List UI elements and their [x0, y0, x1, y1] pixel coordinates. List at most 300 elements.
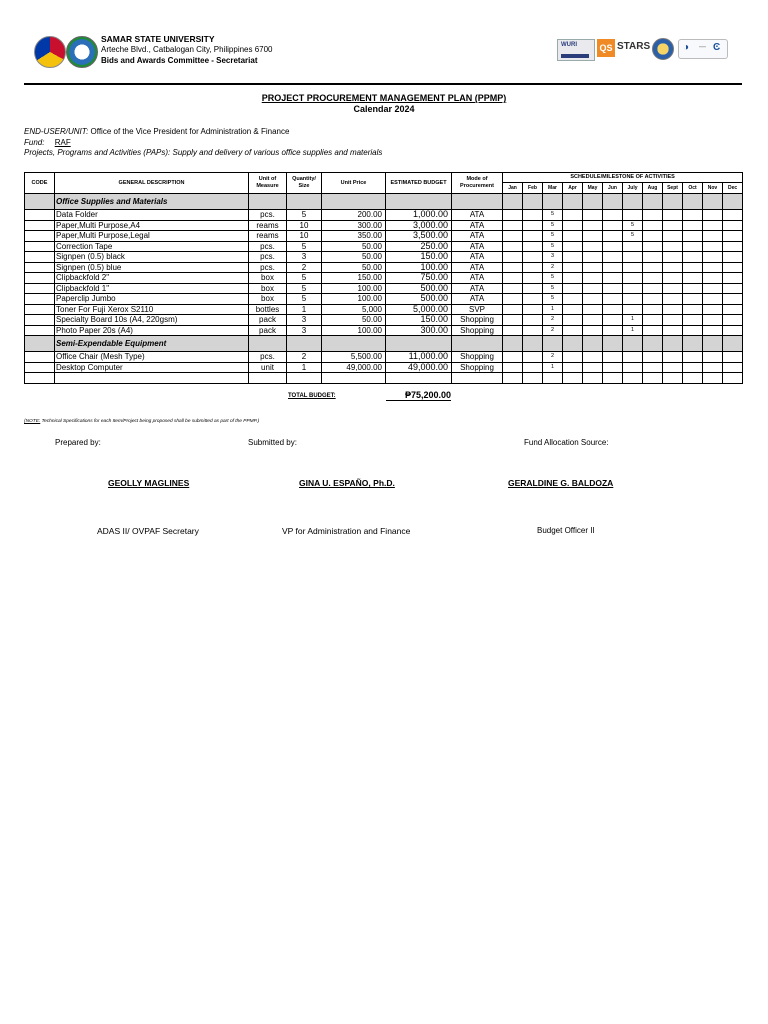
item-unit: reams	[249, 231, 287, 242]
code-cell	[25, 241, 55, 252]
schedule-cell	[663, 220, 683, 231]
schedule-cell	[663, 325, 683, 336]
schedule-cell	[503, 283, 523, 294]
schedule-cell	[663, 283, 683, 294]
paps-line	[24, 148, 382, 157]
submitted-by-name: GINA U. ESPAÑO, Ph.D.	[299, 478, 395, 488]
bagong-pilipinas-logo	[34, 36, 66, 68]
empty-cell	[452, 194, 503, 210]
item-budget: 300.00	[386, 325, 452, 336]
schedule-cell	[563, 241, 583, 252]
stars-label: STARS	[617, 41, 651, 52]
schedule-cell	[643, 241, 663, 252]
schedule-cell	[623, 362, 643, 373]
item-unit-price: 5,500.00	[322, 352, 386, 363]
item-budget: 750.00	[386, 273, 452, 284]
item-description: Signpen (0.5) black	[55, 252, 249, 263]
end-user-value: Office of the Vice President for Administration & Finance	[90, 127, 290, 136]
empty-cell	[55, 373, 249, 384]
empty-cell	[723, 373, 743, 384]
schedule-cell	[503, 252, 523, 263]
item-quantity: 1	[287, 362, 322, 373]
empty-cell	[663, 336, 683, 352]
schedule-cell	[503, 325, 523, 336]
schedule-cell	[723, 315, 743, 326]
item-description: Clipbackfold 2"	[55, 273, 249, 284]
schedule-cell	[523, 283, 543, 294]
schedule-cell	[603, 325, 623, 336]
item-unit-price: 350.00	[322, 231, 386, 242]
schedule-cell	[703, 304, 723, 315]
item-budget: 5,000.00	[386, 304, 452, 315]
schedule-cell	[603, 262, 623, 273]
empty-cell	[287, 336, 322, 352]
schedule-cell	[723, 262, 743, 273]
university-name: SAMAR STATE UNIVERSITY	[101, 34, 215, 44]
schedule-cell	[603, 210, 623, 221]
schedule-cell	[663, 241, 683, 252]
schedule-cell	[643, 362, 663, 373]
item-mode: ATA	[452, 294, 503, 305]
schedule-cell	[643, 294, 663, 305]
item-description: Desktop Computer	[55, 362, 249, 373]
schedule-cell	[563, 315, 583, 326]
schedule-cell	[703, 241, 723, 252]
fund-source-name: GERALDINE G. BALDOZA	[508, 478, 614, 488]
schedule-cell	[523, 252, 543, 263]
schedule-cell: 1	[543, 362, 563, 373]
schedule-cell	[643, 220, 663, 231]
item-mode: ATA	[452, 241, 503, 252]
schedule-cell: 5	[623, 220, 643, 231]
accreditation-seal-icon	[652, 38, 674, 60]
empty-cell	[386, 194, 452, 210]
item-mode: Shopping	[452, 362, 503, 373]
schedule-cell	[663, 231, 683, 242]
office-name: Bids and Awards Committee - Secretariat	[101, 56, 258, 65]
schedule-cell	[703, 231, 723, 242]
item-unit: pcs.	[249, 252, 287, 263]
schedule-cell	[563, 325, 583, 336]
schedule-cell	[563, 283, 583, 294]
item-description: Correction Tape	[55, 241, 249, 252]
schedule-cell	[623, 241, 643, 252]
schedule-cell	[643, 352, 663, 363]
empty-cell	[723, 194, 743, 210]
item-description: Photo Paper 20s (A4)	[55, 325, 249, 336]
schedule-cell	[583, 352, 603, 363]
schedule-cell	[623, 262, 643, 273]
item-mode: Shopping	[452, 325, 503, 336]
schedule-cell	[723, 252, 743, 263]
schedule-cell	[503, 352, 523, 363]
item-quantity: 3	[287, 252, 322, 263]
schedule-cell	[523, 352, 543, 363]
schedule-cell	[623, 352, 643, 363]
schedule-cell	[703, 362, 723, 373]
item-budget: 150.00	[386, 315, 452, 326]
prepared-by-position: ADAS II/ OVPAF Secretary	[97, 526, 199, 536]
schedule-cell	[683, 325, 703, 336]
empty-cell	[543, 336, 563, 352]
schedule-cell	[703, 252, 723, 263]
fund-source-position: Budget Officer II	[537, 526, 595, 535]
empty-cell	[322, 336, 386, 352]
month-header: Oct	[683, 183, 703, 194]
empty-cell	[623, 373, 643, 384]
schedule-cell	[603, 231, 623, 242]
fund-source-label: Fund Allocation Source:	[524, 438, 609, 447]
schedule-cell	[603, 273, 623, 284]
month-header: Sept	[663, 183, 683, 194]
empty-cell	[452, 336, 503, 352]
wurs-badge	[557, 39, 595, 61]
item-description: Paper,Multi Purpose,Legal	[55, 231, 249, 242]
code-cell	[25, 336, 55, 352]
schedule-cell	[523, 315, 543, 326]
schedule-cell	[703, 352, 723, 363]
item-unit: unit	[249, 362, 287, 373]
code-cell	[25, 220, 55, 231]
total-budget-label: TOTAL BUDGET:	[288, 393, 336, 399]
schedule-cell: 2	[543, 262, 563, 273]
wurs-label: WURI	[561, 42, 577, 48]
empty-cell	[603, 373, 623, 384]
empty-cell	[643, 373, 663, 384]
schedule-cell	[563, 231, 583, 242]
schedule-cell	[563, 252, 583, 263]
empty-cell	[643, 194, 663, 210]
item-quantity: 1	[287, 304, 322, 315]
schedule-cell	[703, 315, 723, 326]
empty-cell	[543, 194, 563, 210]
code-cell	[25, 283, 55, 294]
schedule-cell: 2	[543, 325, 563, 336]
schedule-cell	[503, 220, 523, 231]
code-cell	[25, 352, 55, 363]
schedule-cell	[723, 283, 743, 294]
schedule-cell: 5	[623, 231, 643, 242]
schedule-cell	[583, 241, 603, 252]
schedule-cell	[603, 315, 623, 326]
item-description: Signpen (0.5) blue	[55, 262, 249, 273]
schedule-cell	[583, 231, 603, 242]
empty-cell	[322, 194, 386, 210]
code-cell	[25, 315, 55, 326]
empty-cell	[563, 194, 583, 210]
schedule-cell	[603, 352, 623, 363]
col-quantity: Quantity/ Size	[287, 173, 322, 194]
schedule-cell	[603, 362, 623, 373]
item-budget: 500.00	[386, 283, 452, 294]
schedule-cell	[563, 210, 583, 221]
schedule-cell	[663, 304, 683, 315]
schedule-cell	[643, 273, 663, 284]
schedule-cell	[623, 304, 643, 315]
item-budget: 3,000.00	[386, 220, 452, 231]
item-description: Paperclip Jumbo	[55, 294, 249, 305]
item-quantity: 5	[287, 294, 322, 305]
section-row	[25, 194, 743, 210]
item-quantity: 3	[287, 315, 322, 326]
schedule-cell	[623, 210, 643, 221]
schedule-cell	[683, 294, 703, 305]
month-header: Feb	[523, 183, 543, 194]
schedule-cell	[723, 231, 743, 242]
schedule-cell	[503, 315, 523, 326]
code-cell	[25, 252, 55, 263]
code-cell	[25, 325, 55, 336]
schedule-cell	[603, 252, 623, 263]
page-subtitle: Calendar 2024	[353, 104, 415, 114]
schedule-cell	[603, 294, 623, 305]
table-row	[25, 220, 743, 231]
schedule-cell	[723, 352, 743, 363]
schedule-cell	[503, 210, 523, 221]
schedule-cell	[663, 252, 683, 263]
schedule-cell	[523, 231, 543, 242]
schedule-cell	[583, 210, 603, 221]
section-row	[25, 336, 743, 352]
iso-c-icon: Ͼ	[713, 42, 721, 53]
section-title: Office Supplies and Materials	[55, 194, 249, 210]
empty-cell	[623, 194, 643, 210]
empty-cell	[563, 373, 583, 384]
schedule-cell	[503, 262, 523, 273]
item-description: Clipbackfold 1"	[55, 283, 249, 294]
schedule-cell	[723, 210, 743, 221]
submitted-by-position: VP for Administration and Finance	[282, 526, 411, 536]
empty-cell	[287, 373, 322, 384]
schedule-cell	[523, 262, 543, 273]
item-budget: 250.00	[386, 241, 452, 252]
total-budget-value: ₱75,200.00	[386, 390, 451, 401]
empty-cell	[663, 194, 683, 210]
table-row	[25, 362, 743, 373]
schedule-cell	[683, 283, 703, 294]
item-quantity: 5	[287, 283, 322, 294]
table-row	[25, 294, 743, 305]
item-unit: pcs.	[249, 241, 287, 252]
schedule-cell	[583, 283, 603, 294]
fund-label: Fund:	[24, 138, 45, 147]
item-unit: pack	[249, 315, 287, 326]
prepared-by-label: Prepared by:	[55, 438, 101, 447]
schedule-cell: 5	[543, 283, 563, 294]
schedule-cell	[643, 231, 663, 242]
item-unit-price: 50.00	[322, 252, 386, 263]
schedule-cell	[623, 283, 643, 294]
code-cell	[25, 273, 55, 284]
schedule-cell	[523, 362, 543, 373]
schedule-cell	[703, 283, 723, 294]
item-unit: pcs.	[249, 262, 287, 273]
schedule-cell	[663, 210, 683, 221]
item-mode: Shopping	[452, 315, 503, 326]
empty-row	[25, 373, 743, 384]
table-row	[25, 210, 743, 221]
schedule-cell	[503, 304, 523, 315]
schedule-cell	[563, 294, 583, 305]
empty-cell	[249, 336, 287, 352]
schedule-cell	[503, 231, 523, 242]
fund-value: RAF	[54, 138, 71, 147]
code-cell	[25, 294, 55, 305]
schedule-cell	[603, 220, 623, 231]
item-mode: ATA	[452, 273, 503, 284]
university-seal-logo	[66, 36, 98, 68]
iso-certification-badge: ◑ — Ͼ	[678, 39, 728, 59]
item-quantity: 2	[287, 352, 322, 363]
item-mode: ATA	[452, 252, 503, 263]
end-user-line	[24, 127, 289, 136]
schedule-cell	[603, 283, 623, 294]
schedule-cell	[563, 220, 583, 231]
schedule-cell	[703, 273, 723, 284]
table-row	[25, 262, 743, 273]
item-unit-price: 5,000	[322, 304, 386, 315]
schedule-cell: 2	[543, 352, 563, 363]
empty-cell	[523, 194, 543, 210]
empty-cell	[249, 194, 287, 210]
fund-line	[24, 138, 71, 147]
empty-cell	[683, 336, 703, 352]
item-budget: 11,000.00	[386, 352, 452, 363]
item-budget: 150.00	[386, 252, 452, 263]
schedule-cell	[583, 294, 603, 305]
item-unit-price: 300.00	[322, 220, 386, 231]
table-row	[25, 252, 743, 263]
schedule-cell	[563, 362, 583, 373]
page-title: PROJECT PROCUREMENT MANAGEMENT PLAN (PPMP)	[261, 93, 507, 103]
schedule-cell	[703, 294, 723, 305]
item-unit-price: 50.00	[322, 262, 386, 273]
schedule-cell	[723, 220, 743, 231]
schedule-cell	[523, 220, 543, 231]
schedule-cell	[683, 262, 703, 273]
iso-mark-icon: ◑	[683, 42, 690, 53]
schedule-cell	[723, 362, 743, 373]
schedule-cell	[583, 362, 603, 373]
schedule-cell: 5	[543, 294, 563, 305]
empty-cell	[322, 373, 386, 384]
schedule-cell: 1	[543, 304, 563, 315]
empty-cell	[386, 373, 452, 384]
empty-cell	[503, 373, 523, 384]
table-row	[25, 325, 743, 336]
submitted-by-label: Submitted by:	[248, 438, 297, 447]
item-unit: box	[249, 294, 287, 305]
table-row	[25, 273, 743, 284]
schedule-cell	[503, 241, 523, 252]
col-budget: ESTIMATED BUDGET	[386, 173, 452, 194]
item-unit: pack	[249, 325, 287, 336]
schedule-cell	[663, 352, 683, 363]
item-budget: 49,000.00	[386, 362, 452, 373]
empty-cell	[503, 336, 523, 352]
item-description: Paper,Multi Purpose,A4	[55, 220, 249, 231]
schedule-cell	[523, 304, 543, 315]
code-cell	[25, 304, 55, 315]
schedule-cell	[643, 210, 663, 221]
schedule-cell	[583, 262, 603, 273]
schedule-cell	[723, 273, 743, 284]
schedule-cell	[683, 315, 703, 326]
empty-cell	[683, 194, 703, 210]
table-row	[25, 315, 743, 326]
note-label: (NOTE:	[24, 419, 41, 424]
item-unit: reams	[249, 220, 287, 231]
header-divider	[24, 83, 742, 85]
schedule-cell: 5	[543, 241, 563, 252]
item-mode: SVP	[452, 304, 503, 315]
item-unit-price: 100.00	[322, 325, 386, 336]
item-description: Specialty Board 10s (A4, 220gsm)	[55, 315, 249, 326]
schedule-cell	[663, 315, 683, 326]
item-quantity: 5	[287, 273, 322, 284]
month-header: Dec	[723, 183, 743, 194]
table-row	[25, 304, 743, 315]
item-mode: ATA	[452, 231, 503, 242]
schedule-cell	[563, 262, 583, 273]
schedule-cell	[683, 352, 703, 363]
item-mode: ATA	[452, 262, 503, 273]
schedule-cell	[503, 273, 523, 284]
table-row	[25, 283, 743, 294]
item-unit-price: 200.00	[322, 210, 386, 221]
schedule-cell	[683, 220, 703, 231]
schedule-cell: 3	[543, 252, 563, 263]
empty-cell	[563, 336, 583, 352]
item-unit-price: 100.00	[322, 283, 386, 294]
schedule-cell	[643, 304, 663, 315]
schedule-cell	[563, 352, 583, 363]
col-unit-price: Unit Price	[322, 173, 386, 194]
end-user-label: END-USER/UNIT:	[24, 127, 89, 136]
code-cell	[25, 210, 55, 221]
schedule-cell	[523, 241, 543, 252]
ppmp-table	[24, 172, 743, 384]
item-quantity: 5	[287, 241, 322, 252]
schedule-cell: 5	[543, 231, 563, 242]
item-unit-price: 50.00	[322, 315, 386, 326]
schedule-cell	[683, 231, 703, 242]
schedule-cell	[723, 304, 743, 315]
item-budget: 100.00	[386, 262, 452, 273]
schedule-cell	[683, 241, 703, 252]
col-schedule: SCHEDULE/MILESTONE OF ACTIVITIES	[503, 173, 743, 183]
empty-cell	[523, 373, 543, 384]
schedule-cell	[643, 283, 663, 294]
table-row	[25, 231, 743, 242]
item-quantity: 10	[287, 231, 322, 242]
empty-cell	[703, 194, 723, 210]
schedule-cell	[683, 273, 703, 284]
schedule-cell	[643, 325, 663, 336]
schedule-cell	[703, 262, 723, 273]
month-header: Apr	[563, 183, 583, 194]
code-cell	[25, 231, 55, 242]
empty-cell	[643, 336, 663, 352]
month-header: July	[623, 183, 643, 194]
paps-label: Projects, Programs and Activities (PAPs):	[24, 148, 171, 157]
note-text: Technical Specifications for each Item/Project being proposed shall be submitted as part of the PPMP.)	[41, 419, 260, 424]
col-code: CODE	[25, 173, 55, 194]
empty-cell	[683, 373, 703, 384]
schedule-cell	[583, 220, 603, 231]
item-mode: ATA	[452, 283, 503, 294]
item-unit: bottles	[249, 304, 287, 315]
